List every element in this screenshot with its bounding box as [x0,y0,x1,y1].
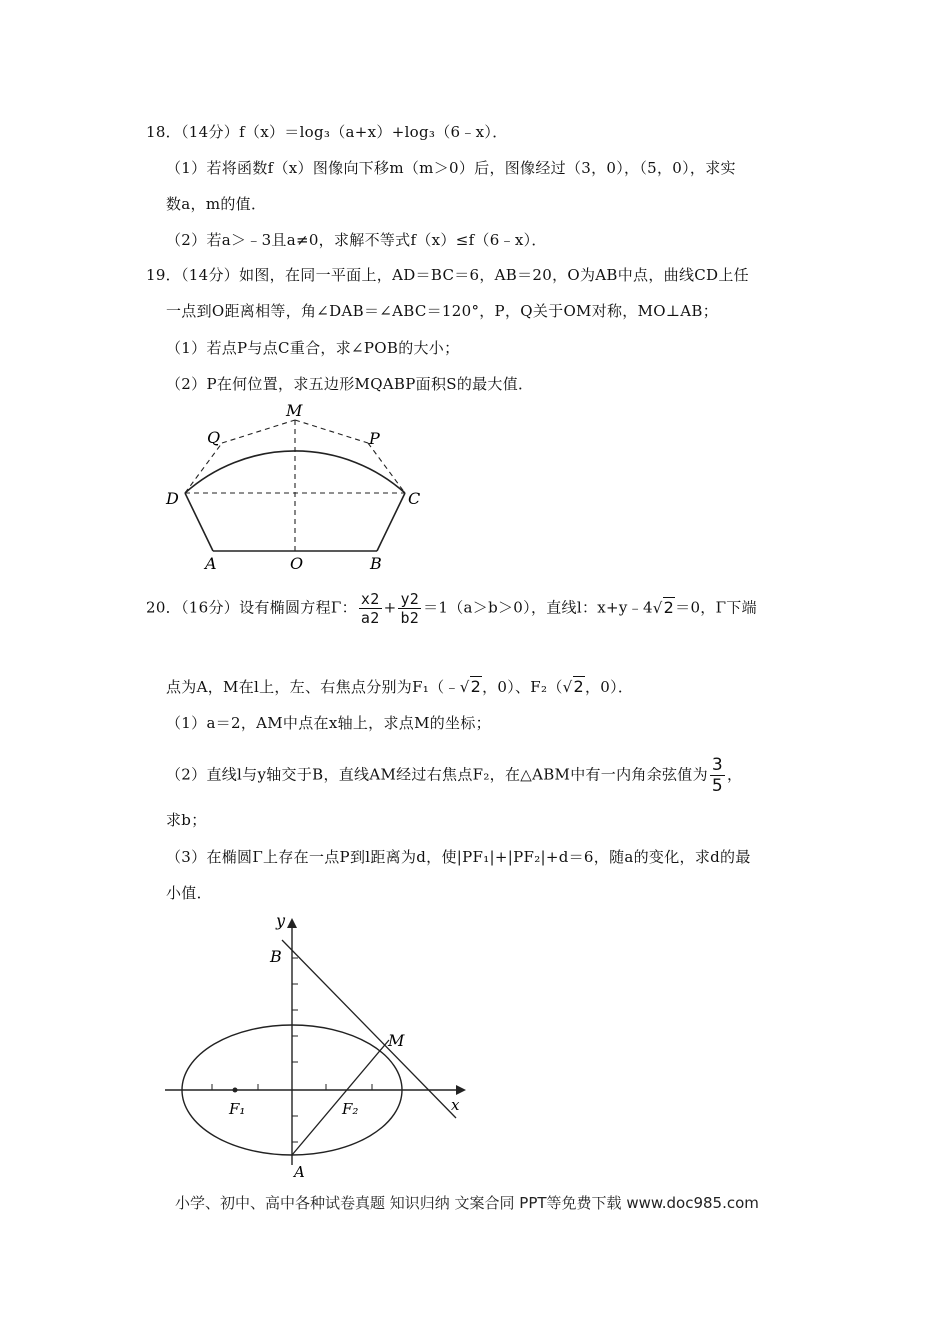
q18-formula: f（x）＝log₃（a+x）+log₃（6﹣x）． [239,123,508,141]
q19-label-A: A [205,554,217,573]
q20-frac-x-den: a2 [360,609,380,627]
q19-dash-QM [222,420,295,443]
q19-figure [160,396,440,576]
q20-stem-mid: ＝1（a＞b＞0），直线l：x+y﹣4 [423,598,653,617]
q20-line-AM [292,1040,389,1155]
q20-frac-y-den: b2 [400,609,420,627]
q20-x-arrow [456,1085,466,1095]
q20-stem-line2 [166,676,633,697]
q20-label-B: B [270,947,282,966]
q20-stem-line1 [146,590,757,627]
q20-label-F1: F₁ [229,1100,246,1118]
q19-dash-PC [368,443,405,493]
q20-line-l [282,940,456,1118]
q19-head: 19．（14分） [146,266,240,284]
q20-sqrt-f1: √2 [459,677,482,696]
q20-stem-pre: 设有椭圆方程Γ： [239,598,357,617]
q19-side-BC [377,493,405,551]
q20-focus-F1-point [233,1088,238,1093]
q19-part1: （1）若点P与点C重合，求∠POB的大小； [166,339,460,357]
q20-frac-x [359,590,382,627]
q19-part2: （2）P在何位置，求五边形MQABP面积S的最大值． [166,375,534,393]
q20-plus: + [383,598,397,617]
q20-frac-x-num: x2 [360,590,380,608]
q20-sqrt-f2: √2 [562,677,584,696]
q19-dash-DQ [185,443,222,493]
q18-part2: （2）若a＞﹣3且a≠0，求解不等式f（x）≤f（6﹣x）． [166,231,547,249]
q20-line2-post: ，0）． [584,678,634,696]
q20-y-arrow [287,918,297,928]
q18-stem [146,121,508,142]
q20-figure [160,910,480,1180]
q19-stem-line2: 一点到O距离相等，角∠DAB＝∠ABC＝120°，P，Q关于OM对称，MO⊥AB； [166,302,719,320]
q20-part2-frac-den: 5 [711,776,724,796]
q20-part2-line1 [166,755,742,796]
q20-label-x: x [451,1096,460,1114]
q19-label-O: O [290,554,304,573]
page-footer: 小学、初中、高中各种试卷真题 知识归纳 文案合同 PPT等免费下载 www.doc985.com [175,1194,759,1212]
q19-label-D: D [166,489,179,508]
q19-label-C: C [408,489,421,508]
q20-part2-frac [710,755,725,796]
q19-label-B: B [370,554,382,573]
q19-label-Q: Q [207,428,221,447]
q18-head: 18．（14分） [146,123,240,141]
q20-head: 20．（16分） [146,598,240,617]
q19-stem-text: 如图，在同一平面上，AD＝BC＝6，AB＝20，O为AB中点，曲线CD上任 [239,266,749,284]
q20-sqrt: √2 [652,597,675,617]
q20-line2-mid: ，0）、F₂（ [482,678,563,696]
q20-line2-pre: 点为A，M在l上，左、右焦点分别为F₁（﹣ [166,678,460,696]
q20-y-ticks [292,958,298,1142]
q19-label-M: M [286,401,303,420]
q19-stem-line1 [146,264,749,285]
q20-part3-line2: 小值． [166,884,212,902]
q20-part2-pre: （2）直线l与y轴交于B，直线AM经过右焦点F₂，在△ABM中有一内角余弦值为 [166,765,708,784]
q19-side-DA [185,493,213,551]
q20-sqrt-rad: 2 [663,597,675,617]
q18-part1-line2: 数a，m的值． [166,195,267,213]
q19-label-P: P [369,429,380,448]
q19-dash-MP [295,420,368,443]
q20-stem-post: ＝0，Γ下端 [675,598,757,617]
q20-part3-line1: （3）在椭圆Γ上存在一点P到l距离为d，使|PF₁|+|PF₂|+d＝6，随a的变化，求d的最 [166,848,751,866]
q20-label-F2: F₂ [342,1100,359,1118]
q20-part1: （1）a＝2，AM中点在x轴上，求点M的坐标； [166,714,491,732]
q20-label-y: y [276,911,286,930]
q20-frac-y-num: y2 [400,590,420,608]
q20-frac-y [398,590,421,627]
q20-sqrt-f1-rad: 2 [470,677,482,696]
q20-part2-line2: 求b； [166,811,207,829]
q20-sqrt-f2-rad: 2 [573,677,584,696]
q20-part2-post: ， [727,765,743,784]
q18-part1-line1: （1）若将函数f（x）图像向下移m（m＞0）后，图像经过（3，0），（5，0），求实 [166,159,736,177]
q20-label-M: M [388,1031,405,1050]
q20-part2-frac-num: 3 [711,755,724,775]
q20-label-A: A [294,1163,305,1180]
